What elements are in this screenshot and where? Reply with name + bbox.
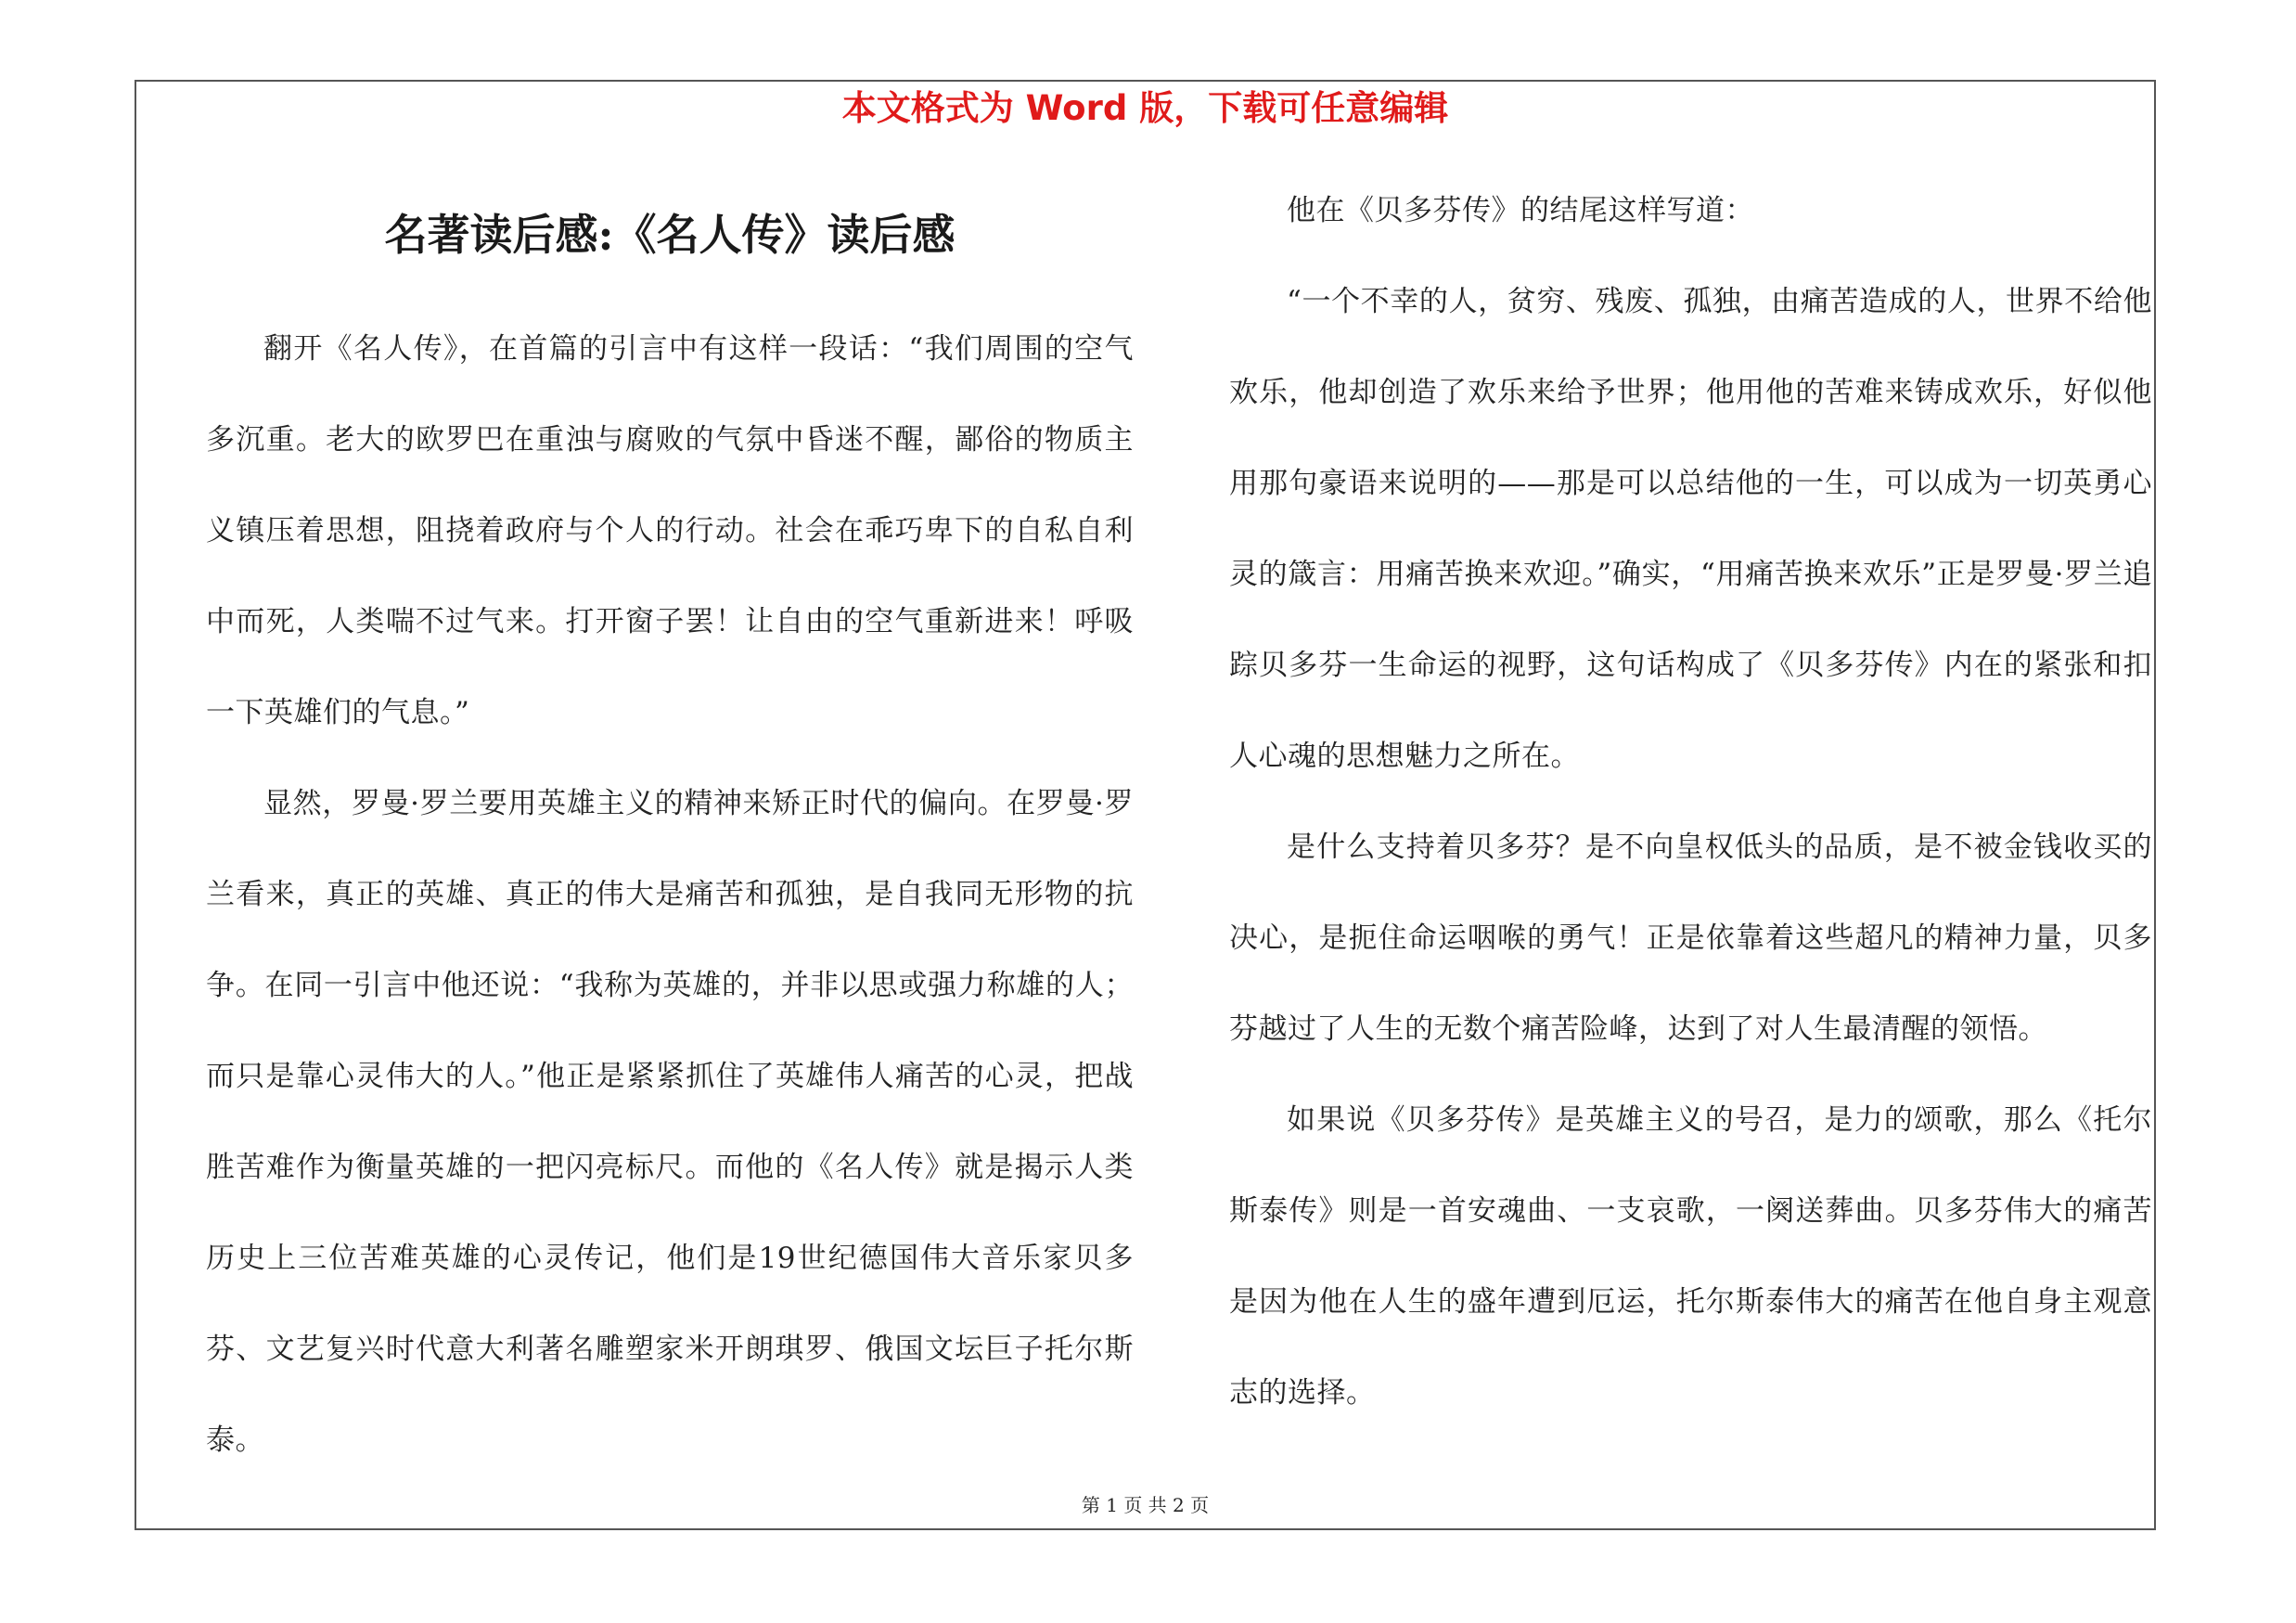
format-banner: 本文格式为 Word 版，下载可任意编辑 (841, 88, 1449, 128)
right-column (1229, 165, 2152, 1438)
paragraph: 如果说《贝多芬传》是英雄主义的号召，是力的颂歌，那么《托尔斯泰传》则是一首安魂曲、一支哀歌，一阕送葬曲。贝多芬伟大的痛苦是因为他在人生的盛年遭到厄运，托尔斯泰伟大的痛苦在他自身主观意志的选择。 (1229, 1103, 2152, 1410)
paragraph: 显然，罗曼·罗兰要用英雄主义的精神来矫正时代的偏向。在罗曼·罗兰看来，真正的英雄、真正的伟大是痛苦和孤独，是自我同无形物的抗争。在同一引言中他还说：“我称为英雄的，并非以思或强力称雄的人；而只是靠心灵伟大的人。”他正是紧紧抓住了英雄伟人痛苦的心灵，把战胜苦难作为衡量英雄的一把闪亮标尺。而他的《名人传》就是揭示人类历史上三位苦难英雄的心灵传记，他们是19世纪德国伟大音乐家贝多芬、文艺复兴时代意大利著名雕塑家米开朗琪罗、俄国文坛巨子托尔斯泰。 (206, 787, 1134, 1457)
paragraph: 他在《贝多芬传》的结尾这样写道： (1287, 194, 1754, 227)
paragraph: 翻开《名人传》，在首篇的引言中有这样一段话：“我们周围的空气多沉重。老大的欧罗巴在重浊与腐败的气氛中昏迷不醒，鄙俗的物质主义镇压着思想，阻挠着政府与个人的行动。社会在乖巧卑下的自私自利中而死，人类喘不过气来。打开窗子罢！让自由的空气重新进来！呼吸一下英雄们的气息。” (206, 332, 1134, 729)
paragraph: “一个不幸的人，贫穷、残废、孤独，由痛苦造成的人，世界不给他欢乐，他却创造了欢乐来给予世界；他用他的苦难来铸成欢乐，好似他用那句豪语来说明的——那是可以总结他的一生，可以成为一切英勇心灵的箴言：用痛苦换来欢迎。”确实，“用痛苦换来欢乐”正是罗曼·罗兰追踪贝多芬一生命运的视野，这句话构成了《贝多芬传》内在的紧张和扣人心魂的思想魅力之所在。 (1229, 285, 2152, 773)
document-title: 名著读后感:《名人传》读后感 (384, 210, 956, 260)
left-column (206, 303, 1134, 1486)
paragraph: 是什么支持着贝多芬？是不向皇权低头的品质，是不被金钱收买的决心，是扼住命运咽喉的勇气！正是依靠着这些超凡的精神力量，贝多芬越过了人生的无数个痛苦险峰，达到了对人生最清醒的领悟。 (1229, 831, 2152, 1046)
page-number-footer: 第 1 页 共 2 页 (1081, 1494, 1210, 1516)
